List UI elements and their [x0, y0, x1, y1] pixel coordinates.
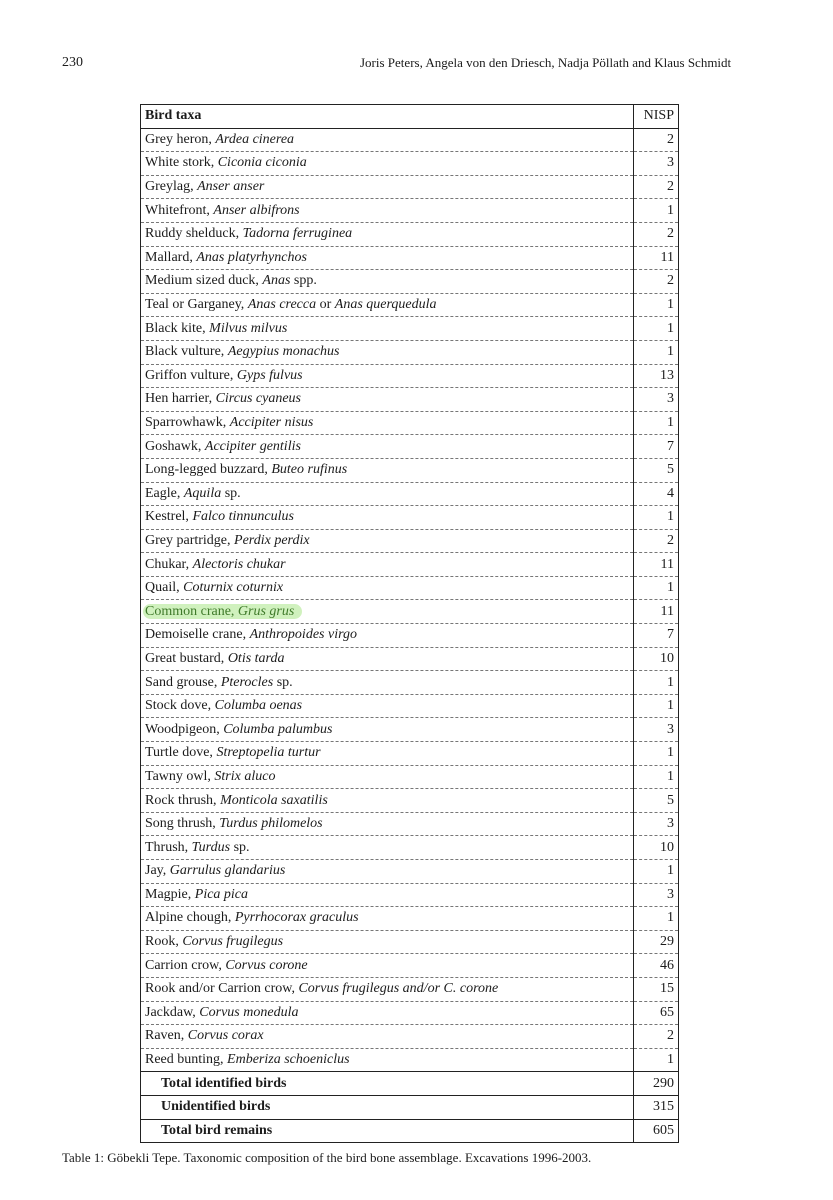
scientific-name: Perdix perdix: [234, 532, 310, 548]
scientific-name: Buteo rufinus: [271, 462, 348, 478]
table-row: [141, 128, 679, 152]
common-name: Carrion crow,: [145, 957, 226, 973]
table-row: [141, 671, 679, 695]
taxon-cell: [141, 930, 634, 954]
common-name: Mallard,: [145, 249, 197, 265]
name-suffix: sp.: [221, 485, 241, 501]
bird-taxa-table: [140, 104, 679, 1143]
table-row: [141, 222, 679, 246]
scientific-name: Anas platyrhynchos: [196, 249, 307, 265]
table-row: [141, 954, 679, 978]
taxon-text: [145, 580, 283, 595]
scientific-name: Milvus milvus: [209, 320, 288, 336]
taxon-text: [145, 910, 359, 925]
table-row: [141, 317, 679, 341]
table-header-row: [141, 105, 679, 129]
nisp-cell: 1: [634, 317, 679, 341]
taxon-cell: [141, 789, 634, 813]
scientific-name: Aquila: [183, 485, 222, 501]
scientific-name: Monticola saxatilis: [220, 792, 328, 808]
taxon-cell: [141, 340, 634, 364]
nisp-cell: 13: [634, 364, 679, 388]
common-name: Demoiselle crane,: [145, 627, 250, 643]
taxon-cell: [141, 293, 634, 317]
taxon-cell: [141, 506, 634, 530]
scientific-name: Accipiter nisus: [229, 415, 314, 431]
taxon-text: [145, 439, 301, 454]
taxon-cell: [141, 222, 634, 246]
total-value: 315: [634, 1095, 679, 1119]
taxon-text: [145, 391, 301, 406]
common-name: Griffon vulture,: [145, 367, 237, 383]
table-row: [141, 175, 679, 199]
table-row: [141, 647, 679, 671]
common-name: Rook,: [145, 934, 183, 950]
scientific-name: Pterocles: [220, 674, 274, 690]
nisp-cell: 3: [634, 812, 679, 836]
common-name: Whitefront,: [145, 202, 214, 218]
common-name: Eagle,: [145, 485, 184, 501]
table-row: [141, 1048, 679, 1072]
nisp-cell: 2: [634, 175, 679, 199]
total-value: 290: [634, 1072, 679, 1096]
common-name: Grey partridge,: [145, 532, 235, 548]
scientific-name: Tadorna ferruginea: [242, 226, 353, 242]
name-suffix: sp.: [230, 839, 250, 855]
taxon-text: [145, 1052, 350, 1067]
nisp-cell: 1: [634, 742, 679, 766]
scientific-name: Strix aluco: [214, 768, 276, 784]
common-name: Jay,: [145, 863, 170, 879]
table-totals: [141, 1072, 679, 1143]
nisp-cell: 2: [634, 128, 679, 152]
nisp-cell: 1: [634, 199, 679, 223]
highlighted-taxon: [143, 604, 302, 619]
total-label: Total identified birds: [141, 1072, 634, 1096]
taxon-text: [145, 1028, 264, 1043]
taxon-cell: [141, 836, 634, 860]
nisp-cell: 1: [634, 1048, 679, 1072]
taxon-cell: [141, 694, 634, 718]
common-name: Goshawk,: [145, 438, 205, 454]
common-name: Raven,: [145, 1028, 188, 1044]
table-row: [141, 836, 679, 860]
taxon-cell: [141, 883, 634, 907]
scientific-name: Anas crecca: [247, 297, 317, 313]
table-body: [141, 128, 679, 1072]
scientific-name: Corvus frugilegus: [182, 934, 284, 950]
taxon-text: [145, 722, 333, 737]
scientific-name: Anas querquedula: [334, 297, 437, 313]
taxon-text: [145, 179, 264, 194]
taxon-text: [145, 840, 250, 855]
name-suffix: sp.: [273, 674, 293, 690]
common-name: Rook and/or Carrion crow,: [145, 981, 299, 997]
total-label: Unidentified birds: [141, 1095, 634, 1119]
table-row: [141, 364, 679, 388]
nisp-cell: 2: [634, 1025, 679, 1049]
table-row: [141, 435, 679, 459]
nisp-cell: 46: [634, 954, 679, 978]
common-name: Woodpigeon,: [145, 721, 224, 737]
nisp-cell: 1: [634, 694, 679, 718]
taxon-cell: [141, 458, 634, 482]
table-row: [141, 718, 679, 742]
common-name: Grey heron,: [145, 131, 216, 147]
taxon-text: [145, 627, 357, 642]
scientific-name: Gyps fulvus: [236, 367, 303, 383]
table-row: [141, 883, 679, 907]
table-row: [141, 482, 679, 506]
taxon-text: [145, 509, 294, 524]
table-row: [141, 199, 679, 223]
scientific-name: Ciconia ciconia: [217, 155, 307, 171]
nisp-cell: 15: [634, 977, 679, 1001]
total-value: 605: [634, 1119, 679, 1143]
nisp-cell: 3: [634, 388, 679, 412]
common-name: Chukar,: [145, 556, 193, 572]
taxon-cell: [141, 600, 634, 624]
scientific-name: Emberiza schoeniclus: [227, 1052, 350, 1068]
nisp-cell: 1: [634, 506, 679, 530]
taxon-cell: [141, 765, 634, 789]
table-row: [141, 789, 679, 813]
scientific-name: Columba oenas: [214, 698, 303, 714]
scientific-name: Streptopelia turtur: [216, 745, 321, 761]
common-name: White stork,: [145, 155, 218, 171]
taxon-text: [145, 958, 308, 973]
scientific-name: Garrulus glandarius: [169, 863, 286, 879]
name-suffix: spp.: [290, 273, 317, 289]
scientific-name: Corvus corone: [225, 957, 308, 973]
common-name: Stock dove,: [145, 698, 215, 714]
table-row: [141, 506, 679, 530]
scientific-name: Anas: [262, 273, 291, 289]
common-name: Reed bunting,: [145, 1052, 228, 1068]
table-row: [141, 694, 679, 718]
table-row: [141, 293, 679, 317]
total-row: [141, 1119, 679, 1143]
taxon-cell: [141, 199, 634, 223]
common-name: Black vulture,: [145, 344, 228, 360]
taxon-cell: [141, 152, 634, 176]
common-name: Medium sized duck,: [145, 273, 263, 289]
table-row: [141, 930, 679, 954]
taxon-cell: [141, 246, 634, 270]
scientific-name: Corvus corax: [187, 1028, 264, 1044]
scientific-name: Grus grus: [237, 603, 295, 619]
taxon-text: [145, 462, 347, 477]
table-row: [141, 1001, 679, 1025]
taxon-cell: [141, 553, 634, 577]
nisp-cell: 4: [634, 482, 679, 506]
header-nisp: NISP: [634, 105, 679, 129]
total-label: Total bird remains: [141, 1119, 634, 1143]
running-head-authors: Joris Peters, Angela von den Driesch, Nadja Pöllath and Klaus Schmidt: [360, 55, 732, 70]
nisp-cell: 5: [634, 789, 679, 813]
common-name: Turtle dove,: [145, 745, 217, 761]
taxon-text: [145, 226, 352, 241]
scientific-name: Falco tinnunculus: [192, 509, 294, 525]
scientific-name: Ardea cinerea: [215, 131, 295, 147]
table-row: [141, 270, 679, 294]
taxon-cell: [141, 954, 634, 978]
table-row: [141, 246, 679, 270]
total-row: [141, 1095, 679, 1119]
table-row: [141, 600, 679, 624]
taxon-cell: [141, 1025, 634, 1049]
taxon-cell: [141, 742, 634, 766]
taxon-text: [145, 651, 284, 666]
taxon-text: [145, 415, 313, 430]
common-name: Alpine chough,: [145, 910, 235, 926]
total-row: [141, 1072, 679, 1096]
taxon-text: [145, 250, 307, 265]
nisp-cell: 7: [634, 624, 679, 648]
taxon-cell: [141, 1048, 634, 1072]
scientific-name: Anser albifrons: [213, 202, 300, 218]
taxon-text: [145, 934, 283, 949]
scientific-name: Corvus frugilegus and/or C. corone: [298, 981, 499, 997]
page-number: 230: [62, 55, 83, 70]
common-name: Thrush,: [145, 839, 192, 855]
nisp-cell: 1: [634, 860, 679, 884]
scientific-name: Anthropoides virgo: [249, 627, 358, 643]
nisp-cell: 10: [634, 647, 679, 671]
nisp-cell: 1: [634, 411, 679, 435]
taxon-text: [145, 863, 285, 878]
common-name: Hen harrier,: [145, 391, 216, 407]
taxon-cell: [141, 624, 634, 648]
taxon-cell: [141, 812, 634, 836]
taxon-cell: [141, 907, 634, 931]
scientific-name: Pica pica: [194, 886, 249, 902]
taxon-cell: [141, 576, 634, 600]
scientific-name: Columba palumbus: [223, 721, 333, 737]
taxon-cell: [141, 317, 634, 341]
taxon-cell: [141, 175, 634, 199]
taxon-text: [145, 793, 328, 808]
taxon-cell: [141, 671, 634, 695]
taxon-text: [145, 203, 300, 218]
scientific-name: Aegypius monachus: [227, 344, 340, 360]
taxon-text: [145, 368, 303, 383]
table-row: [141, 765, 679, 789]
table-row: [141, 624, 679, 648]
scientific-name: Circus cyaneus: [215, 391, 301, 407]
nisp-cell: 11: [634, 600, 679, 624]
taxon-text: [145, 533, 310, 548]
taxon-text: [145, 816, 323, 831]
taxon-text: [145, 273, 317, 288]
taxon-cell: [141, 364, 634, 388]
common-name: Sand grouse,: [145, 674, 221, 690]
common-name: Greylag,: [145, 179, 198, 195]
common-name: Song thrush,: [145, 816, 220, 832]
scientific-name: Otis tarda: [227, 650, 285, 666]
nisp-cell: 11: [634, 246, 679, 270]
table-row: [141, 458, 679, 482]
header-bird-taxa: Bird taxa: [141, 105, 634, 129]
table-row: [141, 812, 679, 836]
nisp-cell: 5: [634, 458, 679, 482]
taxon-text: [145, 981, 498, 996]
common-name: Great bustard,: [145, 650, 228, 666]
common-name: Ruddy shelduck,: [145, 226, 243, 242]
table-row: [141, 977, 679, 1001]
table-caption: Table 1: Göbekli Tepe. Taxonomic composition of the bird bone assemblage. Excavations 1996-2003.: [62, 1150, 592, 1165]
taxon-text: [145, 321, 287, 336]
table-row: [141, 553, 679, 577]
taxon-text: [145, 344, 339, 359]
nisp-cell: 3: [634, 883, 679, 907]
taxon-cell: [141, 388, 634, 412]
nisp-cell: 3: [634, 152, 679, 176]
nisp-cell: 1: [634, 671, 679, 695]
taxon-text: [145, 1005, 298, 1020]
taxon-text: [145, 745, 321, 760]
nisp-cell: 1: [634, 340, 679, 364]
common-name: Black kite,: [145, 320, 210, 336]
nisp-cell: 1: [634, 907, 679, 931]
taxon-text: [145, 557, 286, 572]
nisp-cell: 3: [634, 718, 679, 742]
scientific-name: Coturnix coturnix: [183, 580, 284, 596]
taxon-text: [145, 132, 294, 147]
taxon-cell: [141, 1001, 634, 1025]
nisp-cell: 1: [634, 765, 679, 789]
common-name: Magpie,: [145, 886, 195, 902]
table-row: [141, 742, 679, 766]
taxon-text: [145, 297, 437, 312]
scientific-name: Corvus monedula: [199, 1004, 299, 1020]
common-name: Teal or Garganey,: [145, 297, 248, 313]
common-name: Tawny owl,: [145, 768, 215, 784]
common-name: Quail,: [145, 580, 184, 596]
nisp-cell: 10: [634, 836, 679, 860]
nisp-cell: 29: [634, 930, 679, 954]
taxon-text: [145, 675, 293, 690]
scientific-name: Accipiter gentilis: [204, 438, 301, 454]
taxon-cell: [141, 977, 634, 1001]
nisp-cell: 65: [634, 1001, 679, 1025]
nisp-cell: 2: [634, 270, 679, 294]
scientific-name: Pyrrhocorax graculus: [234, 910, 359, 926]
taxon-cell: [141, 128, 634, 152]
table-row: [141, 1025, 679, 1049]
taxon-cell: [141, 718, 634, 742]
common-name: Sparrowhawk,: [145, 415, 230, 431]
common-name: Kestrel,: [145, 509, 193, 525]
taxon-text: [145, 155, 307, 170]
taxon-text: [145, 887, 248, 902]
table-row: [141, 152, 679, 176]
table-row: [141, 388, 679, 412]
table-row: [141, 907, 679, 931]
nisp-cell: 7: [634, 435, 679, 459]
common-name: Jackdaw,: [145, 1004, 200, 1020]
common-name: Rock thrush,: [145, 792, 221, 808]
table-row: [141, 340, 679, 364]
taxon-cell: [141, 482, 634, 506]
table-row: [141, 411, 679, 435]
connector-text: or: [316, 297, 335, 313]
nisp-cell: 2: [634, 529, 679, 553]
nisp-cell: 1: [634, 293, 679, 317]
taxon-text: [145, 486, 241, 501]
taxon-cell: [141, 270, 634, 294]
taxon-text: [145, 698, 302, 713]
common-name: Long-legged buzzard,: [145, 462, 272, 478]
taxon-cell: [141, 529, 634, 553]
nisp-cell: 1: [634, 576, 679, 600]
scientific-name: Anser anser: [197, 179, 265, 195]
scientific-name: Alectoris chukar: [192, 556, 286, 572]
nisp-cell: 11: [634, 553, 679, 577]
table-row: [141, 576, 679, 600]
table-row: [141, 860, 679, 884]
taxon-cell: [141, 435, 634, 459]
taxon-cell: [141, 860, 634, 884]
table-row: [141, 529, 679, 553]
scientific-name: Turdus philomelos: [219, 816, 323, 832]
common-name: Common crane,: [145, 603, 238, 619]
taxon-text: [145, 769, 275, 784]
taxon-cell: [141, 411, 634, 435]
scientific-name: Turdus: [191, 839, 231, 855]
taxon-cell: [141, 647, 634, 671]
nisp-cell: 2: [634, 222, 679, 246]
